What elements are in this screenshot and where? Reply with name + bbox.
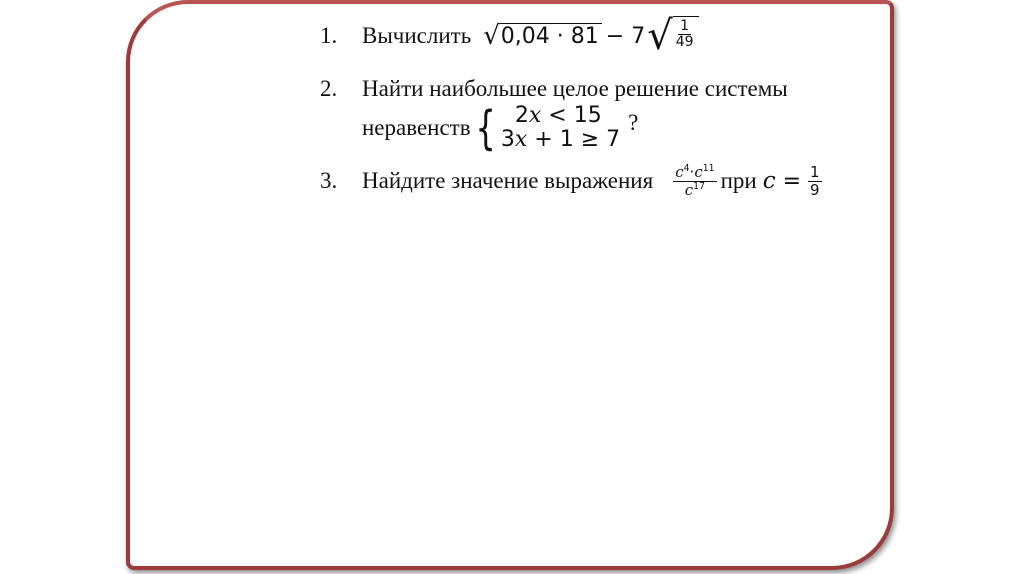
radicand-fraction (673, 16, 699, 56)
radicand: 0,04 · 81 (500, 23, 602, 49)
fraction-numerator: 1 (810, 163, 820, 181)
fraction-numerator: 1 (680, 18, 690, 34)
problem-text: Найдите значение выражения (362, 168, 654, 193)
sqrt-expression (483, 20, 602, 51)
problem-1 (320, 13, 699, 59)
fraction (674, 19, 696, 51)
left-brace: { (474, 100, 496, 155)
minus-seven: − 7 (605, 23, 646, 49)
fraction-numerator: $c^4\cdot c^{11}$ (675, 163, 715, 181)
power-fraction (673, 164, 716, 198)
sqrt-fraction (647, 13, 698, 59)
question-mark: ? (628, 109, 639, 135)
problem-number: 2. (320, 76, 338, 101)
fraction-denominator: 49 (675, 34, 694, 51)
fraction-denominator: 9 (810, 180, 820, 199)
problem-number: 3. (320, 168, 338, 193)
problem-3 (320, 164, 822, 198)
value-fraction (808, 164, 822, 198)
inequality-2: 3x + 1 ≥ 7 (500, 126, 621, 152)
problem-number: 1. (320, 23, 338, 48)
inequality-system (501, 104, 620, 152)
fraction-denominator: $c^{17}$ (684, 180, 705, 199)
radical-sign: √ (483, 20, 500, 51)
variable-c: c (762, 168, 776, 194)
problem-2-line-2 (362, 100, 639, 155)
radical-sign: √ (647, 13, 673, 59)
inequality-1: 2x < 15 (514, 103, 602, 128)
problem-text-cont: неравенств (362, 114, 471, 140)
at-word: при (720, 168, 757, 193)
problem-text: Вычислить (362, 23, 472, 48)
problem-text: Найти наибольшее целое решение системы (362, 76, 788, 101)
problem-2-line-1 (320, 76, 788, 102)
equals-sign: = (775, 168, 808, 194)
